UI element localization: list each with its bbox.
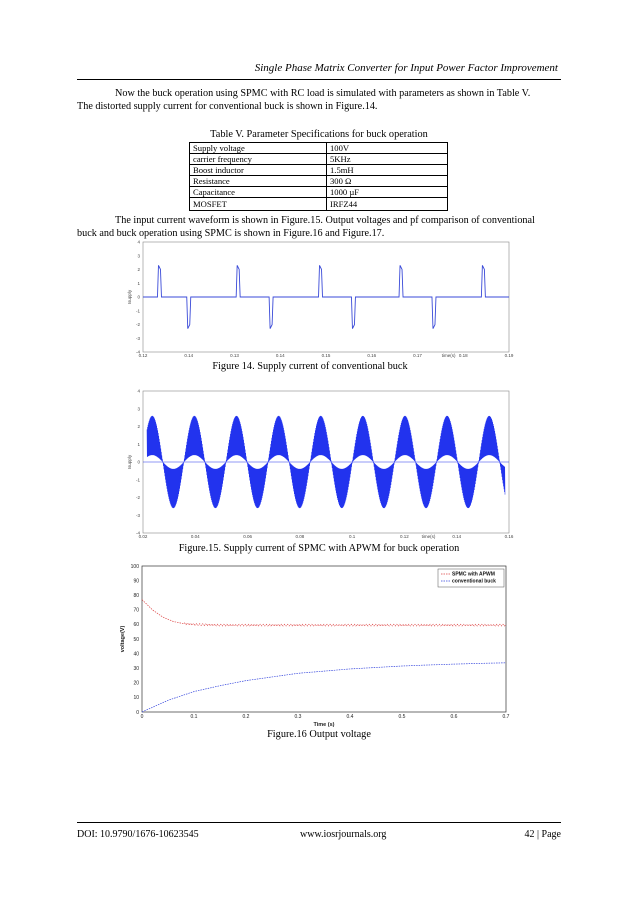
y-tick-label: 40 (133, 651, 139, 658)
table-row (190, 165, 448, 176)
y-tick-label: 100 (130, 563, 139, 570)
header-rule (77, 79, 561, 80)
y-tick-label: 80 (133, 593, 139, 599)
figure-14-chart (125, 236, 517, 360)
y-tick-label: 3 (137, 406, 140, 412)
x-tick-label: 0.7 (502, 714, 510, 720)
table-cell-value: IRFZ44 (327, 198, 448, 211)
figure-16-caption: Figure.16 Output voltage (267, 729, 371, 740)
y-axis-label: voltage(V) (120, 625, 126, 653)
y-tick-label: 2 (137, 424, 140, 429)
x-tick-label: 0.1 (190, 714, 198, 720)
x-tick-label: 0.04 (190, 534, 200, 539)
table-cell-label: MOSFET (190, 198, 327, 211)
paragraph-2-line-2: buck and buck operation using SPMC is shown in Figure.16 and Figure.17. (77, 228, 385, 239)
table-cell-label: Supply voltage (190, 143, 327, 154)
table-cell-label: Capacitance (190, 187, 327, 198)
x-tick-label: 0.3 (294, 714, 302, 720)
y-tick-label: -3 (135, 335, 140, 341)
x-tick-label: 0.4 (346, 714, 354, 720)
y-tick-label: 0 (136, 709, 139, 716)
legend-label: conventional buck (452, 578, 496, 585)
table-cell-value: 1.5mH (327, 165, 448, 176)
y-tick-label: 1 (137, 441, 140, 447)
footer-site: www.iosrjournals.org (300, 829, 387, 840)
x-tick-label: 0.12 (138, 353, 148, 358)
y-tick-label: 60 (133, 622, 139, 629)
paragraph-2-line-1: The input current waveform is shown in Figure.15. Output voltages and pf comparison of conventional (115, 215, 535, 226)
table-caption: Table V. Parameter Specifications for buck operation (210, 129, 428, 140)
table-cell-label: carrier frequency (190, 154, 327, 165)
x-tick-label: 0.15 (321, 353, 331, 358)
figure-15-chart (125, 385, 517, 541)
y-tick-label: -2 (135, 495, 140, 500)
paragraph-1 (77, 87, 561, 113)
figure-16 (110, 562, 520, 727)
y-tick-label: 30 (133, 666, 139, 672)
table-row (190, 187, 448, 198)
x-tick-label: 0.14 (184, 353, 194, 358)
running-header: Single Phase Matrix Converter for Input Power Factor Improvement (254, 62, 558, 74)
x-tick-label: 0.13 (230, 353, 239, 358)
x-tick-label: 0.2 (242, 714, 250, 720)
table-cell-value: 5KHz (327, 154, 448, 165)
y-axis-label: Isupply (127, 454, 132, 470)
parameter-table (189, 142, 448, 211)
y-tick-label: 50 (133, 636, 139, 643)
figure-14 (125, 236, 517, 360)
figure-15-caption: Figure.15. Supply current of SPMC with APWM for buck operation (178, 543, 460, 554)
footer-doi: DOI: 10.9790/1676-10623545 (77, 829, 199, 840)
y-tick-label: 70 (133, 607, 139, 614)
x-tick-label: 0.16 (504, 534, 514, 539)
y-tick-label: -3 (135, 512, 140, 518)
y-axis-label: Isupply (127, 289, 132, 305)
y-tick-label: 1 (137, 280, 140, 286)
y-tick-label: 0 (137, 294, 140, 300)
figure-14-caption: Figure 14. Supply current of conventional buck (212, 361, 408, 372)
table-cell-value: 300 Ω (327, 176, 448, 187)
y-tick-label: -1 (135, 308, 140, 314)
x-tick-label: 0.19 (504, 353, 514, 358)
y-tick-label: 4 (137, 388, 140, 394)
x-tick-label: 0.16 (367, 353, 377, 358)
y-tick-label: -4 (135, 530, 140, 536)
x-axis-label: time(s) (421, 534, 436, 539)
paragraph-1-line-2: The distorted supply current for conventional buck is shown in Figure.14. (77, 101, 378, 112)
x-tick-label: 0.17 (413, 353, 422, 358)
y-tick-label: -1 (135, 477, 140, 483)
x-tick-label: 0.06 (243, 534, 252, 539)
footer-rule (77, 822, 561, 823)
table-row (190, 154, 448, 165)
footer-page: 42 | Page (524, 829, 561, 840)
table-row (190, 143, 448, 154)
y-tick-label: 90 (133, 578, 139, 585)
x-axis-label: Time (s) (313, 722, 335, 727)
y-tick-label: 10 (133, 695, 139, 702)
table-cell-label: Resistance (190, 176, 327, 187)
x-tick-label: 0.14 (275, 353, 285, 358)
x-tick-label: 0.1 (349, 534, 356, 539)
x-tick-label: 0 (140, 714, 144, 720)
x-tick-label: 0.02 (138, 534, 148, 539)
x-tick-label: 0.14 (452, 534, 462, 539)
y-tick-label: 4 (137, 239, 140, 245)
y-tick-label: -4 (135, 349, 140, 355)
table-row (190, 176, 448, 187)
x-tick-label: 0.6 (450, 714, 458, 720)
x-tick-label: 0.18 (458, 353, 468, 358)
x-tick-label: 0.5 (398, 714, 406, 720)
figure-15 (125, 385, 517, 541)
plot-frame (142, 566, 506, 712)
y-tick-label: 20 (133, 680, 139, 687)
x-tick-label: 0.12 (400, 534, 409, 539)
y-tick-label: 0 (137, 459, 140, 465)
table-cell-value: 1000 µF (327, 187, 448, 198)
paragraph-1-line-1: Now the buck operation using SPMC with RC load is simulated with parameters as shown in Table V. (115, 88, 531, 99)
table-cell-label: Boost inductor (190, 165, 327, 176)
y-tick-label: 2 (137, 267, 140, 272)
figure-16-chart (110, 562, 520, 727)
table-row (190, 198, 448, 211)
legend-label: SPMC with APWM (452, 571, 495, 578)
x-tick-label: 0.08 (295, 534, 305, 539)
y-tick-label: 3 (137, 253, 140, 259)
table-cell-value: 100V (327, 143, 448, 154)
x-axis-label: time(s) (441, 353, 456, 358)
y-tick-label: -2 (135, 322, 140, 327)
